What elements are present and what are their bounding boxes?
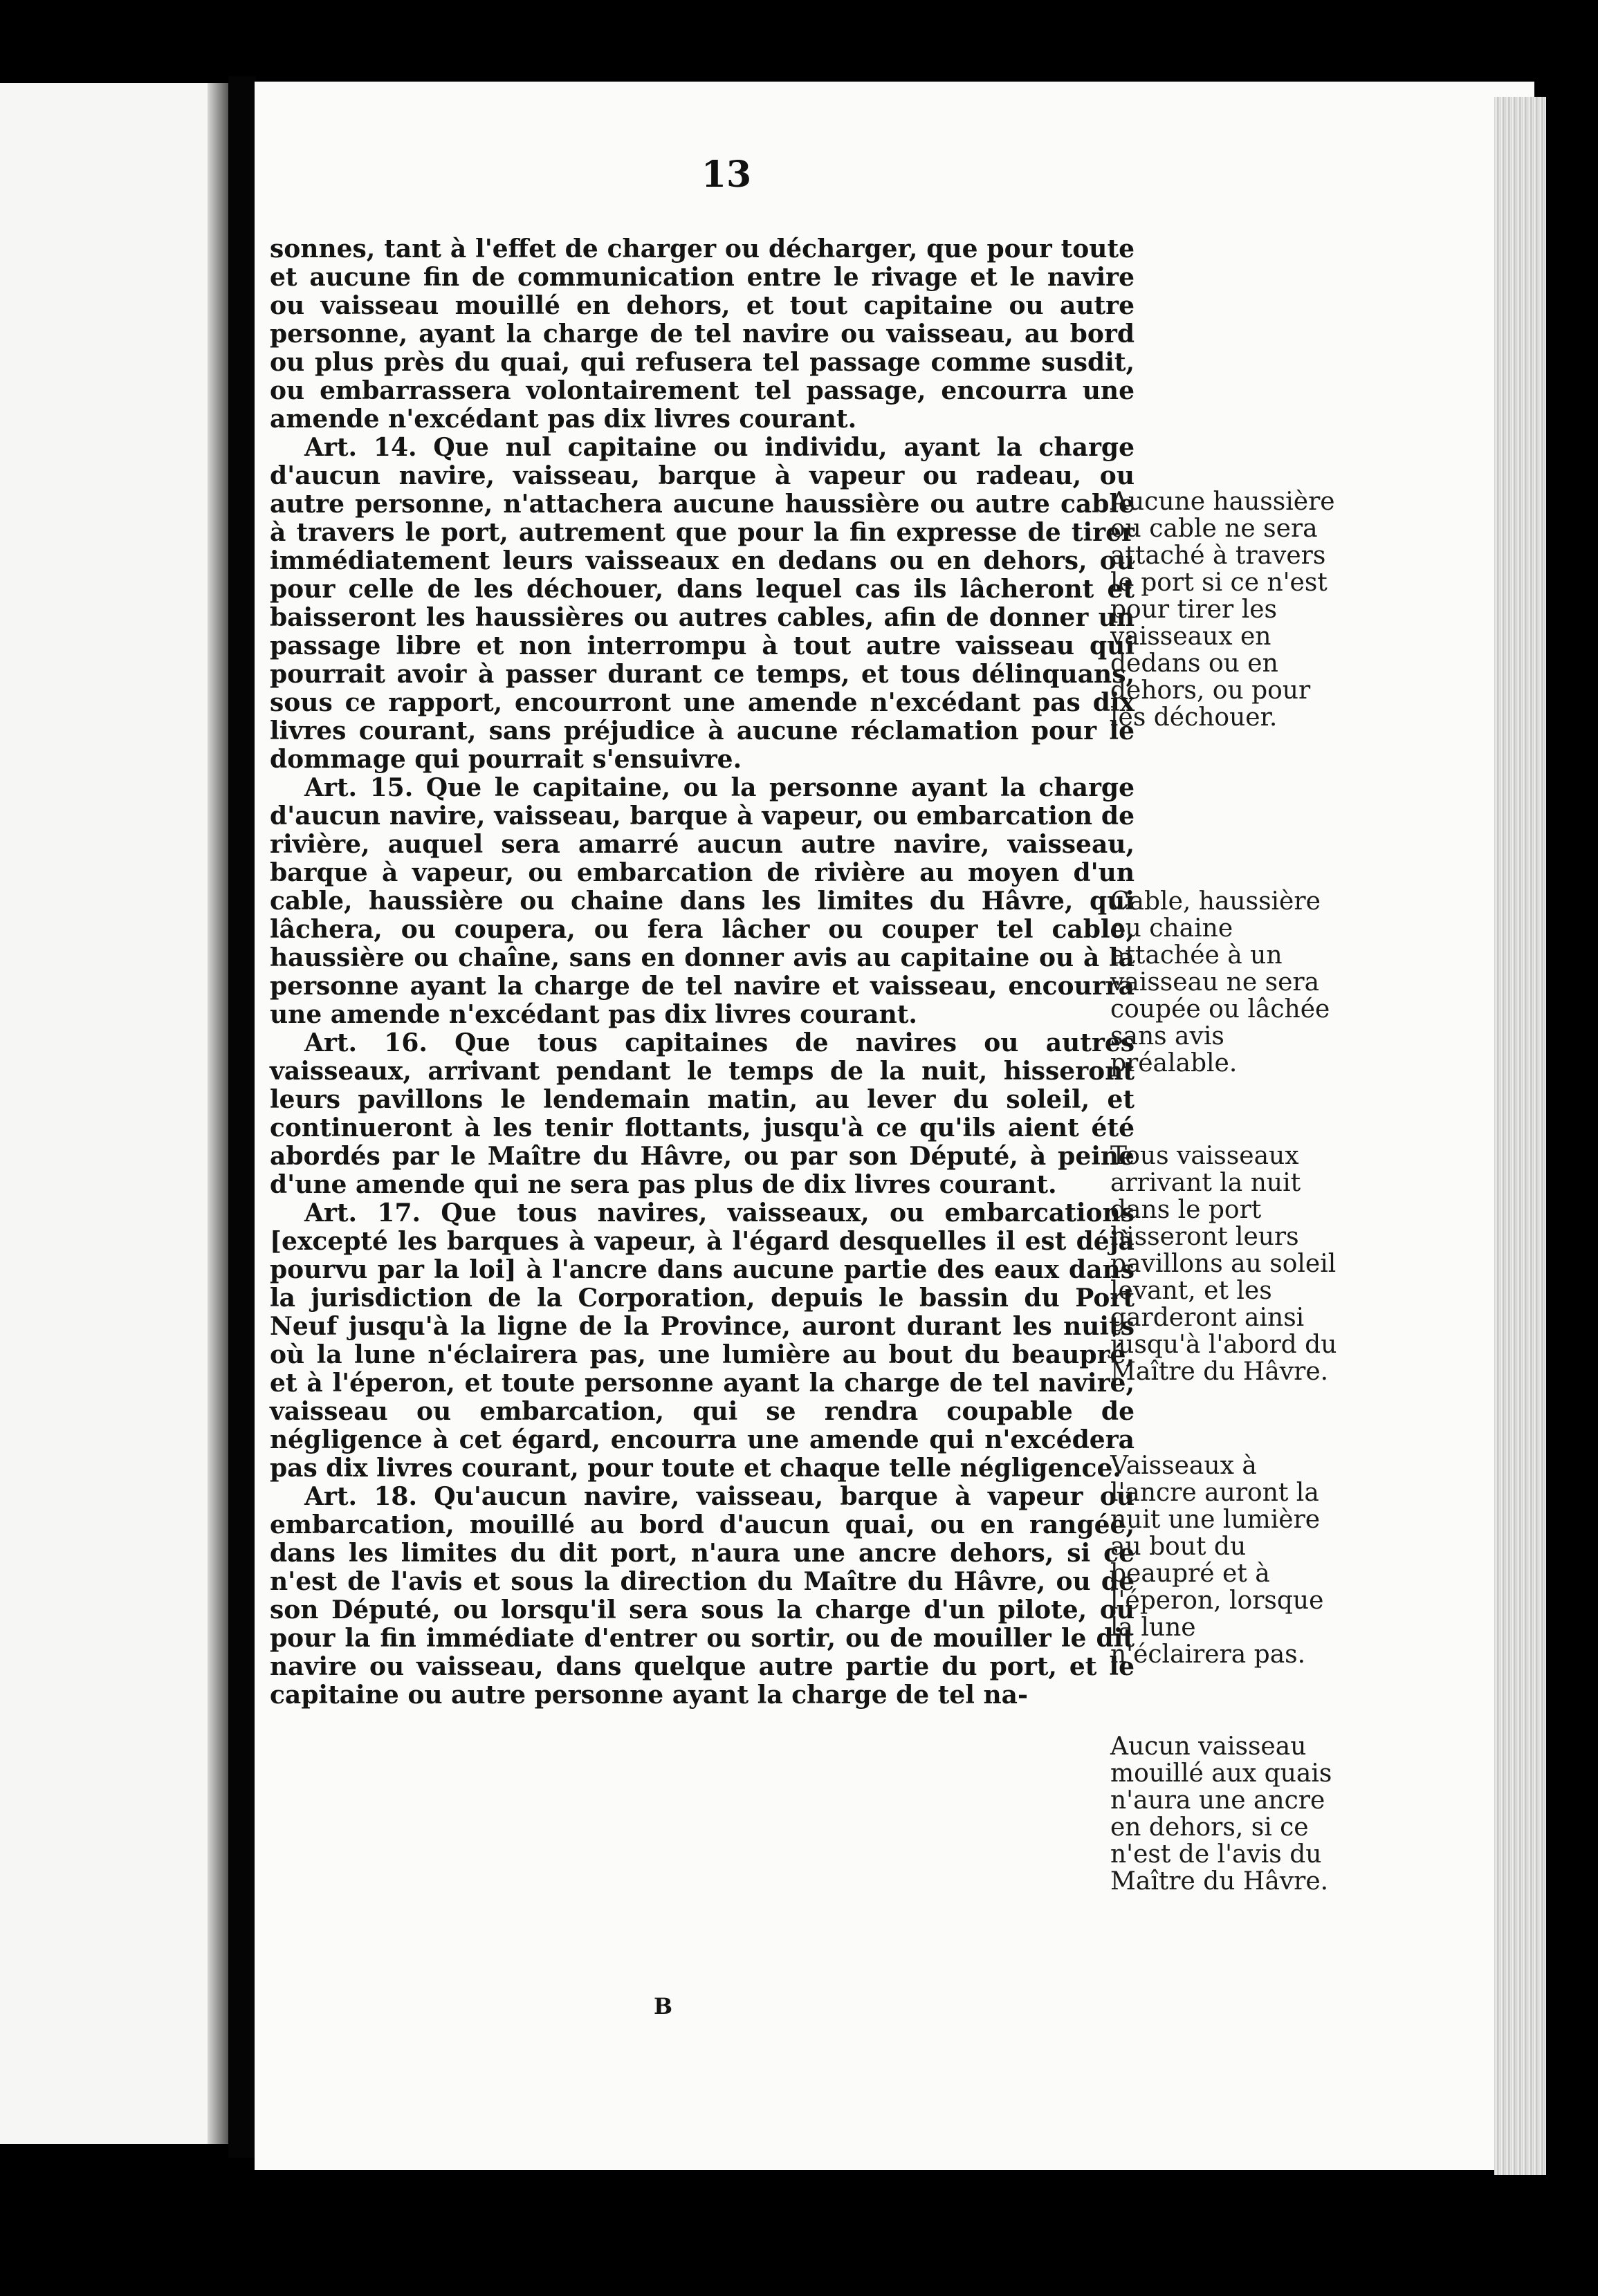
paragraph-art-17: Art. 17. Que tous navires, vaisseaux, ou embarcations [excepté les barques à vapeur, à l'égard desquelles il est déjà pourvu par la loi] à l'ancre dans aucune partie des eaux dans la jurisdiction de la Corporation, depuis le bassin du Port Neuf jusqu'à la ligne de la Province, auront durant les nuits où la lune n'éclairera pas, une lumière au bout du beaupré, et à l'éperon, et toute personne ayant la charge de tel navire, vaisseau ou embarcation, qui se rendra coupable de négligence à cet égard, encourra une amende qui n'excédera pas dix livres courant, pour toute et chaque telle négligence. [270, 1198, 1135, 1483]
paragraph-art-15: Art. 15. Que le capitaine, ou la personne ayant la charge d'aucun navire, vaisseau, barque à vapeur, ou embarcation de rivière, auquel sera amarré aucun autre navire, vaisseau, barque à vapeur, ou embarcation de rivière au moyen d'un cable, haussière ou chaine dans les limites du Hâvre, qui lâchera, ou coupera, ou fera lâcher ou couper tel cable, haussière ou chaîne, sans en donner avis au capitaine ou à la personne ayant la charge de tel navire et vaisseau, encourra une amende n'excédant pas dix livres courant. [270, 773, 1135, 1029]
paragraph-art-18: Art. 18. Qu'aucun navire, vaisseau, barque à vapeur ou embarcation, mouillé au bord d'aucun quai, ou en rangée, dans les limites du dit port, n'aura une ancre dehors, si ce n'est de l'avis et sous la direction du Maître du Hâvre, ou de son Député, ou lorsqu'il sera sous la charge d'un pilote, ou pour la fin immédiate d'entrer ou sortir, ou de mouiller le dit navire ou vaisseau, dans quelque autre partie du port, et le capitaine ou autre personne ayant la charge de tel na- [270, 1482, 1135, 1710]
margin-note-art-18: Aucun vaisseau mouillé aux quais n'aura une ancre en dehors, si ce n'est de l'avis du Maître du Hâvre. [1110, 1732, 1332, 1896]
previous-page-edge [0, 83, 228, 2144]
paragraph-art-14: Art. 14. Que nul capitaine ou individu, ayant la charge d'aucun navire, vaisseau, barque à vapeur ou radeau, ou autre personne, n'attachera aucune haussière ou autre cable à travers le port, autrement que pour la fin expresse de tirer immédiatement leurs vaisseaux en dedans ou en dehors, ou pour celle de les déchouer, dans lequel cas ils lâcheront et baisseront les haussières ou autres cables, afin de donner un passage libre et non interrompu à tout autre vaisseau qui pourrait avoir à passer durant ce temps, et tous délinquans, sous ce rapport, encourront une amende n'excédant pas dix livres courant, sans préjudice à aucune réclamation pour le dommage qui pourrait s'ensuivre. [270, 433, 1135, 774]
margin-note-art-14: Aucune haussière ou cable ne sera attaché à travers le port si ce n'est pour tirer les vaisseaux en dedans ou en dehors, ou pour les déchouer. [1110, 488, 1335, 732]
margin-note-art-16: Tous vaisseaux arrivant la nuit dans le port hisseront leurs pavillons au soleil levant, et les garderont ainsi jusqu'à l'abord du Maître du Hâvre. [1110, 1142, 1337, 1386]
body-text [270, 235, 1135, 1710]
paragraph-continuation: sonnes, tant à l'effet de charger ou décharger, que pour toute et aucune fin de communication entre le rivage et le navire ou vaisseau mouillé en dehors, et tout capitaine ou autre personne, ayant la charge de tel navire ou vaisseau, au bord ou plus près du quai, qui refusera tel passage comme susdit, ou embarrassera volontairement tel passage, encourra une amende n'excédant pas dix livres courant. [270, 234, 1135, 434]
page-number: 13 [701, 154, 752, 196]
page-stack-edges [1494, 97, 1546, 2175]
margin-note-art-15: Cable, haussière ou chaine attachée à un vaisseau ne sera coupée ou lâchée sans avis préalable. [1110, 887, 1330, 1077]
signature-mark: B [654, 1993, 673, 2019]
paragraph-art-16: Art. 16. Que tous capitaines de navires ou autres vaisseaux, arrivant pendant le temps de la nuit, hisseront leurs pavillons le lendemain matin, au lever du soleil, et continueront à les tenir flottants, jusqu'à ce qu'ils aient été abordés par le Maître du Hâvre, ou par son Député, à peine d'une amende qui ne sera pas plus de dix livres courant. [270, 1028, 1135, 1199]
margin-note-art-17: Vaisseaux à l'ancre auront la nuit une lumière au bout du beaupré et à l'éperon, lorsque la lune n'éclairera pas. [1110, 1452, 1324, 1669]
book-gutter [228, 76, 256, 2158]
